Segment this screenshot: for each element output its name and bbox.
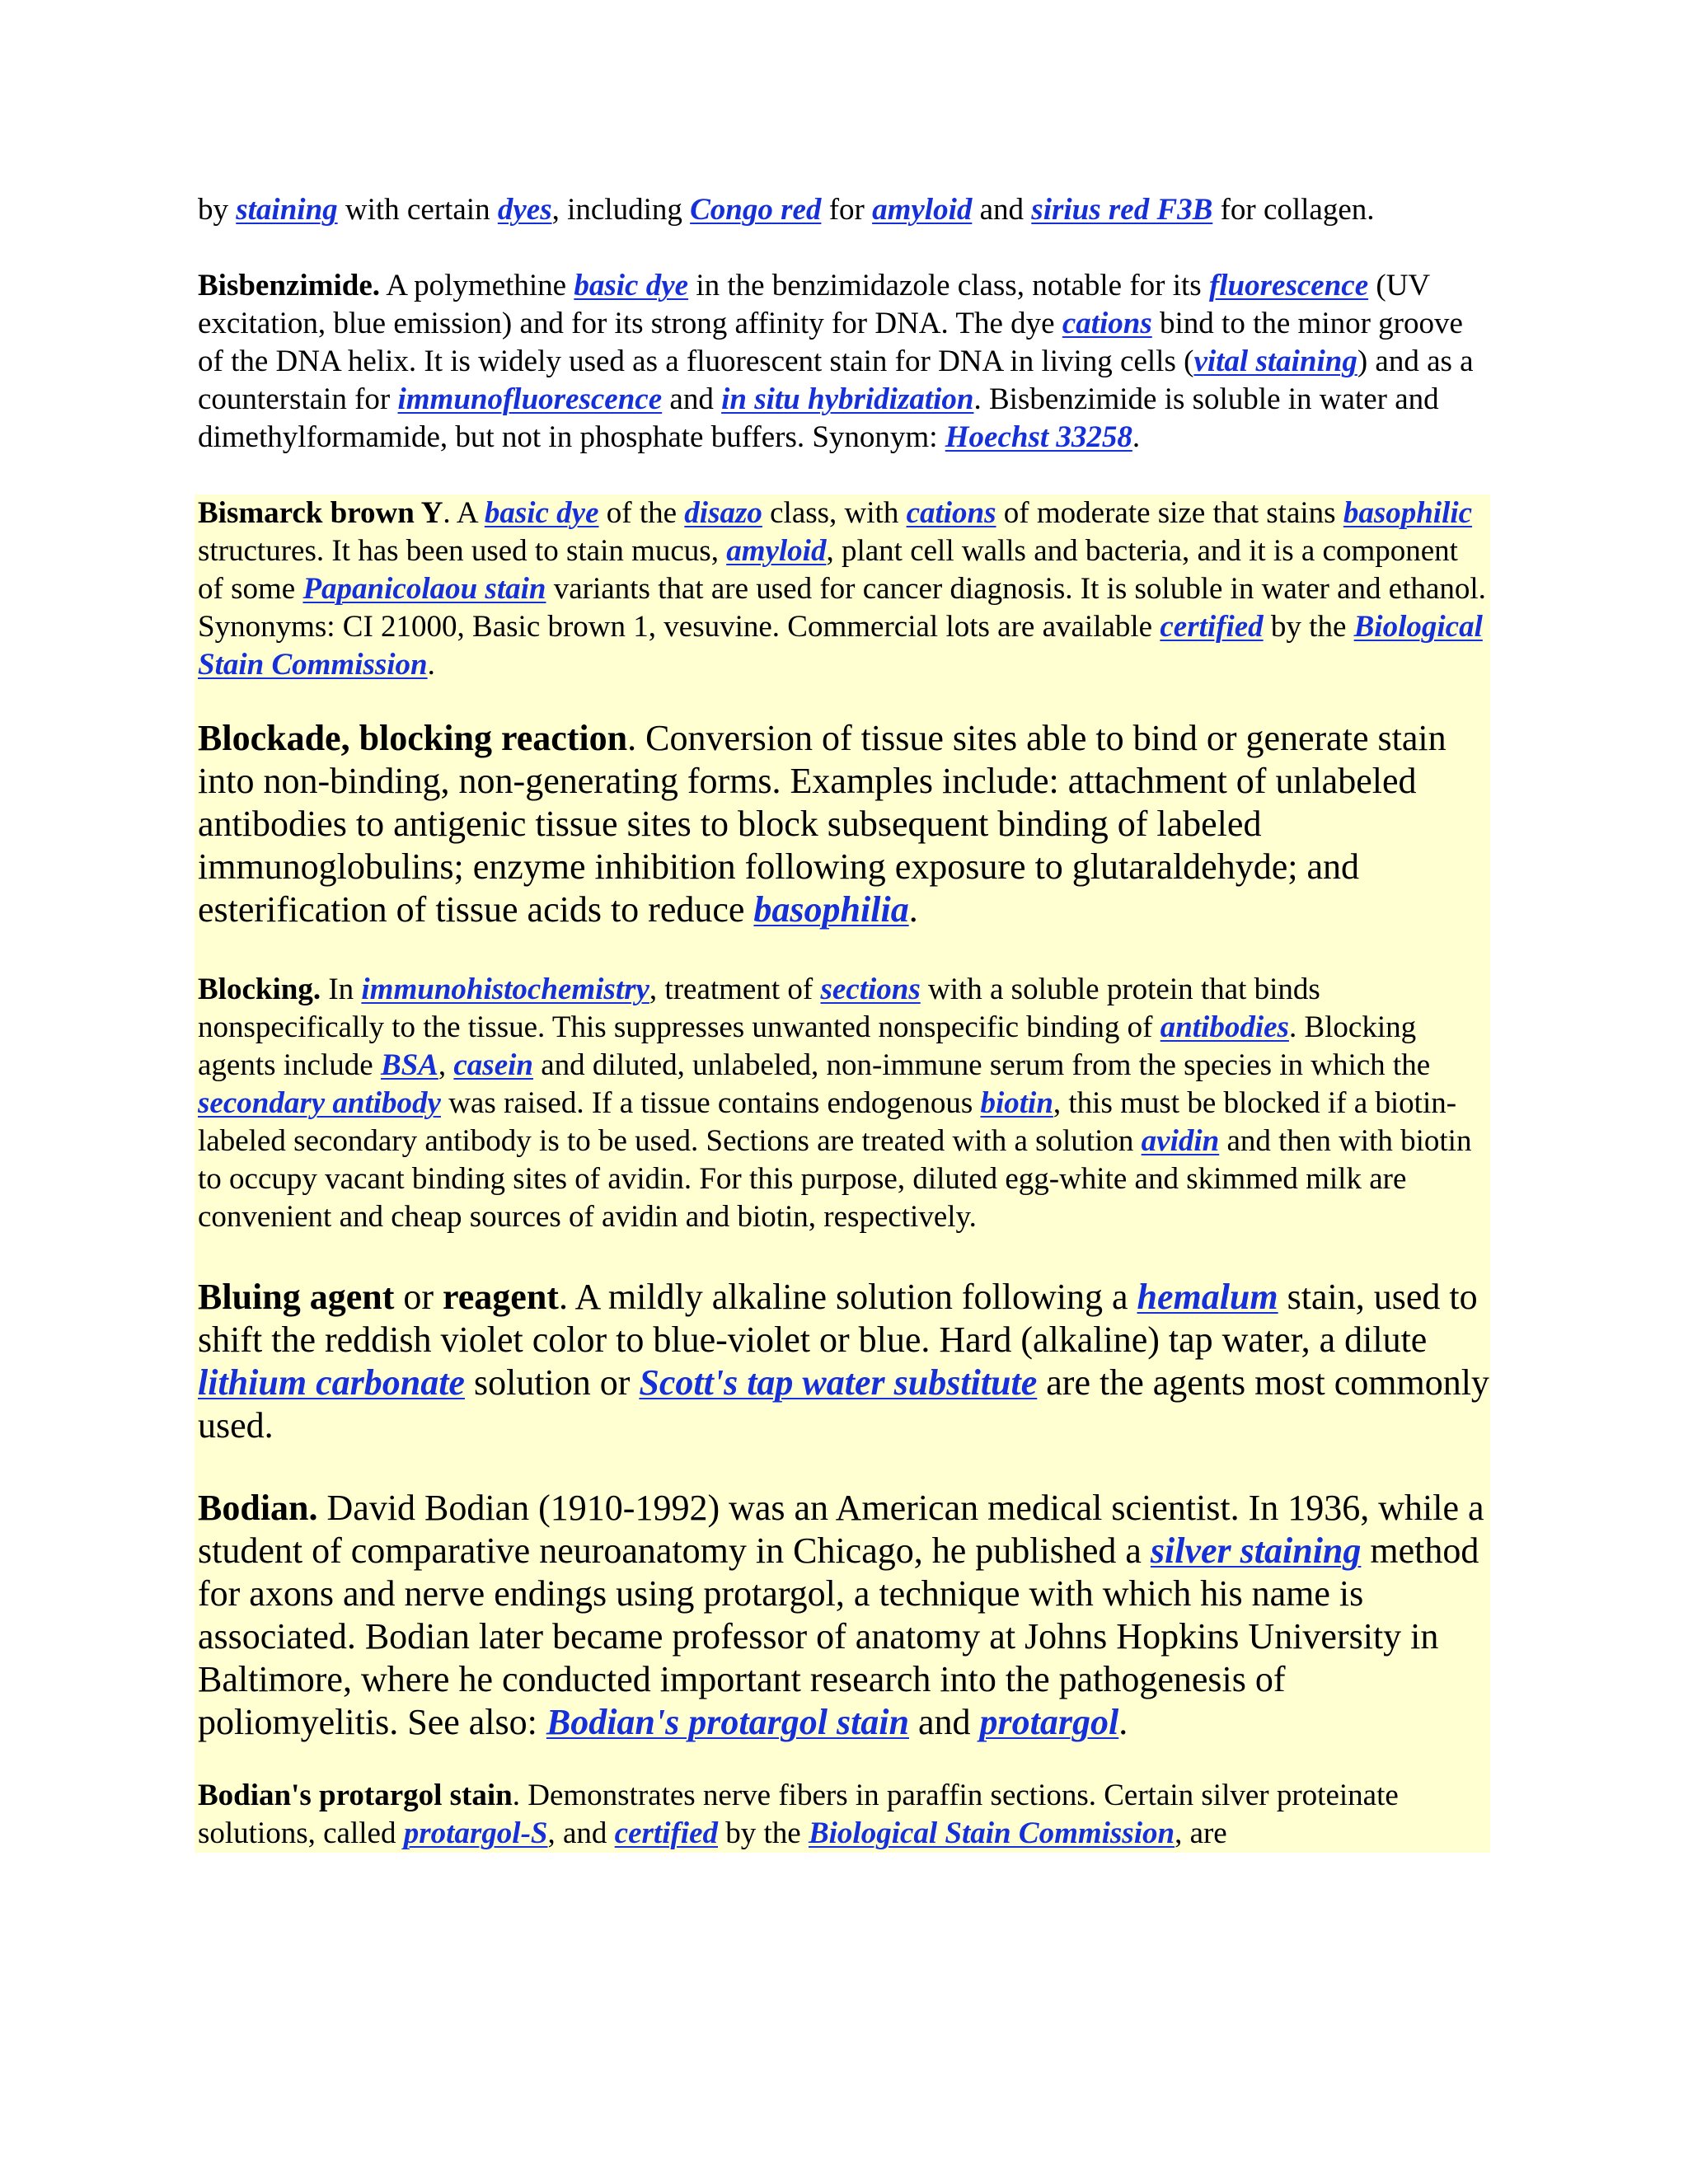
entry-text: in the benzimidazole class, notable for its bbox=[688, 269, 1209, 302]
entry-text: In bbox=[321, 972, 362, 1006]
entry-bisbenzimide bbox=[198, 267, 1484, 457]
entry-text: A polymethine bbox=[380, 269, 574, 302]
entry-bodians-protargol-stain bbox=[198, 1777, 1490, 1853]
entry-text: with a soluble protein that binds nonspecifically to the tissue. This suppresses unwanted nonspecific binding of bbox=[198, 972, 1320, 1044]
spacer bbox=[198, 931, 1490, 971]
term-link[interactable]: fluorescence bbox=[1208, 269, 1369, 302]
term-link[interactable]: amyloid bbox=[726, 534, 827, 568]
entry-text: and bbox=[662, 382, 722, 416]
entry-blockade bbox=[198, 717, 1490, 931]
highlighted-block bbox=[195, 494, 1490, 1853]
term-link[interactable]: casein bbox=[453, 1048, 533, 1082]
entry-text: was raised. If a tissue contains endogenous bbox=[440, 1086, 981, 1120]
entry-term: Bluing agent bbox=[198, 1277, 395, 1317]
entry-text: . bbox=[1118, 1702, 1128, 1742]
entry-term: Blocking. bbox=[198, 972, 321, 1006]
term-link[interactable]: silver staining bbox=[1150, 1530, 1362, 1571]
entry-text: by the bbox=[718, 1816, 809, 1850]
term-link[interactable]: antibodies bbox=[1160, 1010, 1289, 1044]
term-link[interactable]: amyloid bbox=[872, 193, 973, 227]
term-link[interactable]: immunohistochemistry bbox=[361, 972, 649, 1006]
entry-bluing-agent bbox=[198, 1276, 1490, 1447]
entry-term: reagent bbox=[443, 1277, 559, 1317]
entry-term: Bismarck brown Y bbox=[198, 496, 443, 530]
entry-text: , are bbox=[1175, 1816, 1227, 1850]
term-link[interactable]: cations bbox=[1062, 307, 1152, 340]
glossary-page bbox=[198, 191, 1489, 1853]
entry-text: . bbox=[427, 648, 435, 682]
term-link[interactable]: hemalum bbox=[1137, 1277, 1278, 1317]
entry-text: . Conversion of tissue sites able to bind or generate stain into non-binding, non-generating forms. Examples include: attachment of unlabeled antibodies to antigenic tissue sites to block subsequent binding of labeled immunoglobulins; enzyme inhibition following exposure to glutaraldehyde; and esterification of tissue acids to reduce bbox=[198, 718, 1447, 930]
entry-text: , this must be blocked if a biotin-labeled secondary antibody is to be used. Sections are treated with a solution bbox=[198, 1086, 1457, 1158]
spacer bbox=[198, 1236, 1490, 1276]
entry-text: are the agents most commonly used. bbox=[198, 1362, 1489, 1446]
entry-text: , including bbox=[551, 193, 691, 227]
spacer bbox=[198, 684, 1490, 717]
spacer bbox=[198, 1447, 1490, 1487]
entry-text: . Bisbenzimide is soluble in water and dimethylformamide, but not in phosphate buffers. Synonym: bbox=[198, 382, 1439, 454]
term-link[interactable]: Congo red bbox=[690, 193, 822, 227]
spacer bbox=[198, 1744, 1490, 1777]
entry-text: and bbox=[972, 193, 1032, 227]
entry-text: ) and as a counterstain for bbox=[198, 344, 1474, 416]
term-link[interactable]: disazo bbox=[684, 496, 762, 530]
entry-text: bind to the minor groove of the DNA helix. It is widely used as a fluorescent stain for DNA in living cells ( bbox=[198, 307, 1463, 378]
entry-text: . Demonstrates nerve fibers in paraffin sections. Certain silver proteinate solutions, called bbox=[198, 1779, 1399, 1850]
entry-text: or bbox=[394, 1277, 443, 1317]
term-link[interactable]: Hoechst 33258 bbox=[945, 420, 1132, 454]
term-link[interactable]: basophilia bbox=[753, 889, 909, 930]
entry-text: , and bbox=[547, 1816, 615, 1850]
term-link[interactable]: basophilic bbox=[1343, 496, 1473, 530]
term-link[interactable]: sections bbox=[820, 972, 921, 1006]
entry-text: . bbox=[908, 889, 918, 930]
term-link[interactable]: certified bbox=[614, 1816, 718, 1850]
entry-carryover bbox=[198, 191, 1484, 229]
entry-text: . A mildly alkaline solution following a bbox=[558, 1277, 1137, 1317]
entry-text: of moderate size that stains bbox=[996, 496, 1343, 530]
term-link[interactable]: immunofluorescence bbox=[397, 382, 663, 416]
entry-text: . A bbox=[443, 496, 485, 530]
entry-text: structures. It has been used to stain mucus, bbox=[198, 534, 727, 568]
entry-text: David Bodian (1910-1992) was an American medical scientist. In 1936, while a student of comparative neuroanatomy in Chicago, he published a bbox=[198, 1488, 1484, 1571]
entry-term: Bodian. bbox=[198, 1488, 318, 1528]
term-link[interactable]: avidin bbox=[1141, 1124, 1220, 1158]
term-link[interactable]: biotin bbox=[980, 1086, 1053, 1120]
entry-term: Bisbenzimide. bbox=[198, 269, 380, 302]
entry-text: (UV excitation, blue emission) and for its strong affinity for DNA. The dye bbox=[198, 269, 1430, 340]
term-link[interactable]: lithium carbonate bbox=[198, 1362, 465, 1403]
term-link[interactable]: protargol-S bbox=[403, 1816, 548, 1850]
entry-text: method for axons and nerve endings using protargol, a technique with which his name is associated. Bodian later became professor of anatomy at Johns Hopkins University in Baltimore, where he conducted important research into the pathogenesis of poliomyelitis. See also: bbox=[198, 1530, 1479, 1742]
term-link[interactable]: staining bbox=[236, 193, 338, 227]
entry-text: with certain bbox=[337, 193, 498, 227]
term-link[interactable]: BSA bbox=[380, 1048, 438, 1082]
entry-text: , treatment of bbox=[649, 972, 821, 1006]
entry-term: Bodian's protargol stain bbox=[198, 1779, 513, 1812]
term-link[interactable]: Biological Stain Commission bbox=[808, 1816, 1175, 1850]
entry-text: stain, used to shift the reddish violet color to blue-violet or blue. Hard (alkaline) tap water, a dilute bbox=[198, 1277, 1478, 1360]
term-link[interactable]: vital staining bbox=[1193, 344, 1357, 378]
term-link[interactable]: Biological Stain Commission bbox=[198, 610, 1483, 682]
term-link[interactable]: basic dye bbox=[574, 269, 689, 302]
entry-text: by the bbox=[1263, 610, 1354, 644]
term-link[interactable]: sirius red F3B bbox=[1031, 193, 1213, 227]
entry-bodian bbox=[198, 1487, 1490, 1744]
term-link[interactable]: cations bbox=[906, 496, 996, 530]
term-link[interactable]: Scott's tap water substitute bbox=[639, 1362, 1038, 1403]
term-link[interactable]: Papanicolaou stain bbox=[302, 572, 546, 606]
entry-text: for bbox=[821, 193, 873, 227]
term-link[interactable]: in situ hybridization bbox=[721, 382, 974, 416]
spacer bbox=[198, 457, 1484, 494]
entry-blocking bbox=[198, 971, 1490, 1236]
entry-text: . bbox=[1132, 420, 1141, 454]
entry-text: and bbox=[909, 1702, 980, 1742]
entry-text: variants that are used for cancer diagnosis. It is soluble in water and ethanol. Synonyms: CI 21000, Basic brown 1, vesuvine. Commercial lots are available bbox=[198, 572, 1486, 644]
term-link[interactable]: Bodian's protargol stain bbox=[546, 1702, 909, 1742]
term-link[interactable]: basic dye bbox=[484, 496, 599, 530]
spacer bbox=[198, 229, 1484, 267]
entry-text: solution or bbox=[464, 1362, 640, 1403]
entry-text: , plant cell walls and bacteria, and it is a component of some bbox=[198, 534, 1458, 606]
term-link[interactable]: secondary antibody bbox=[198, 1086, 441, 1120]
entry-term: Blockade, blocking reaction bbox=[198, 718, 628, 758]
entry-text: , bbox=[438, 1048, 454, 1082]
entry-text: and diluted, unlabeled, non-immune serum from the species in which the bbox=[532, 1048, 1431, 1082]
term-link[interactable]: protargol bbox=[979, 1702, 1119, 1742]
entry-text: and then with biotin to occupy vacant binding sites of avidin. For this purpose, diluted egg-white and skimmed milk are convenient and cheap sources of avidin and biotin, respectively. bbox=[198, 1124, 1472, 1234]
entry-text: class, with bbox=[762, 496, 907, 530]
entry-bismarck-brown-y bbox=[198, 494, 1490, 684]
entry-text: by bbox=[198, 193, 237, 227]
entry-text: of the bbox=[598, 496, 685, 530]
entry-text: . Blocking agents include bbox=[198, 1010, 1417, 1082]
term-link[interactable]: certified bbox=[1160, 610, 1264, 644]
entry-text: for collagen. bbox=[1212, 193, 1375, 227]
term-link[interactable]: dyes bbox=[497, 193, 552, 227]
